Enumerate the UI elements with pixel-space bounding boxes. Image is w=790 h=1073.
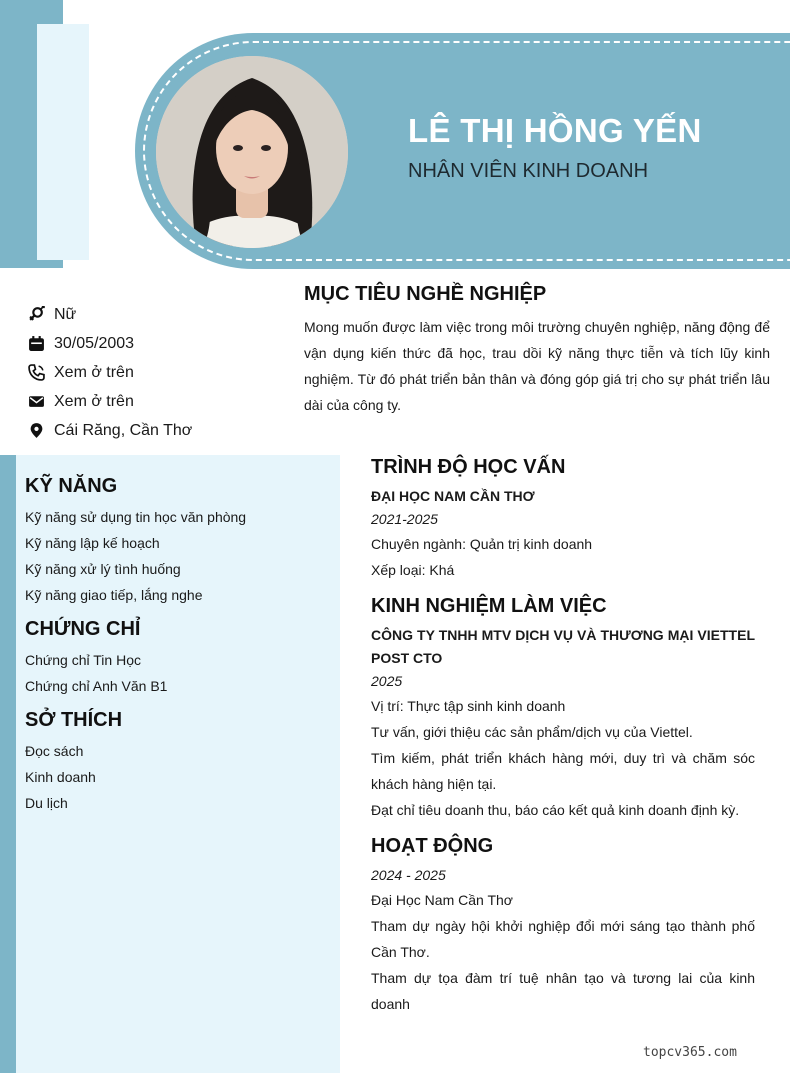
section-title: KINH NGHIỆM LÀM VIỆC xyxy=(371,595,607,617)
contact-email xyxy=(28,387,278,416)
contact-birthday xyxy=(28,329,278,358)
experience-period: 2025 xyxy=(371,673,403,689)
location-pin-icon xyxy=(28,422,54,439)
contact-gender xyxy=(28,300,278,329)
contact-info xyxy=(28,300,278,445)
company-name: CÔNG TY TNHH MTV DỊCH VỤ VÀ THƯƠNG MẠI VIETTEL POST CTO xyxy=(371,627,755,666)
candidate-name: LÊ THỊ HỒNG YẾN xyxy=(408,112,702,149)
main-content xyxy=(371,456,755,1029)
contact-text: Xem ở trên xyxy=(54,392,134,410)
school-name: ĐẠI HỌC NAM CẦN THƠ xyxy=(371,488,535,504)
watermark: topcv365.com xyxy=(643,1045,737,1060)
sidebar-accent-bar xyxy=(0,455,16,1073)
objective-text: Mong muốn được làm việc trong môi trường chuyên nghiệp, năng động để vận dụng kiến thức đã học, trau dồi kỹ năng thực tiễn và tích lũy kinh nghiệm. Từ đó phát triển bản thân và đóng góp giá trị cho sự phát triển lâu dài của công ty. xyxy=(304,319,770,413)
experience-line: Đạt chỉ tiêu doanh thu, báo cáo kết quả kinh doanh định kỳ. xyxy=(371,802,740,818)
hobby-item: Đọc sách xyxy=(25,743,84,759)
hobbies-section xyxy=(25,709,325,816)
activity-line: Đại Học Nam Cần Thơ xyxy=(371,892,513,908)
contact-text: Cái Răng, Cần Thơ xyxy=(54,421,193,439)
activity-line: Tham dự ngày hội khởi nghiệp đổi mới sáng tạo thành phố Cần Thơ. xyxy=(371,918,755,960)
section-title: SỞ THÍCH xyxy=(25,709,123,731)
activity-period: 2024 - 2025 xyxy=(371,867,446,883)
avatar xyxy=(156,56,348,248)
phone-icon xyxy=(28,364,54,381)
skills-section xyxy=(25,475,325,608)
skill-item: Kỹ năng sử dụng tin học văn phòng xyxy=(25,509,247,525)
skill-item: Kỹ năng xử lý tình huống xyxy=(25,561,181,577)
skill-item: Kỹ năng giao tiếp, lắng nghe xyxy=(25,587,203,603)
hobby-item: Du lịch xyxy=(25,795,68,811)
certificate-item: Chứng chỉ Tin Học xyxy=(25,652,141,668)
certificate-item: Chứng chỉ Anh Văn B1 xyxy=(25,678,168,694)
activities-section xyxy=(371,835,755,1017)
education-section xyxy=(371,456,755,583)
section-title: TRÌNH ĐỘ HỌC VẤN xyxy=(371,456,566,478)
education-period: 2021-2025 xyxy=(371,511,438,527)
experience-line: Vị trí: Thực tập sinh kinh doanh xyxy=(371,698,566,714)
email-icon xyxy=(28,393,54,410)
job-title: NHÂN VIÊN KINH DOANH xyxy=(408,160,649,182)
header-left-panel xyxy=(37,24,89,260)
contact-address xyxy=(28,416,278,445)
calendar-icon xyxy=(28,335,54,352)
contact-text: 30/05/2003 xyxy=(54,334,135,352)
experience-section xyxy=(371,595,755,823)
career-objective xyxy=(304,283,770,418)
section-title: CHỨNG CHỈ xyxy=(25,618,141,640)
certificates-section xyxy=(25,618,325,699)
contact-text: Xem ở trên xyxy=(54,363,134,381)
gender-icon xyxy=(28,306,54,323)
contact-text: Nữ xyxy=(54,305,77,323)
profile-photo xyxy=(156,56,348,248)
hobby-item: Kinh doanh xyxy=(25,769,96,785)
section-title: HOẠT ĐỘNG xyxy=(371,835,494,857)
sidebar-content xyxy=(25,475,325,826)
experience-line: Tư vấn, giới thiệu các sản phẩm/dịch vụ của Viettel. xyxy=(371,724,693,740)
education-line: Xếp loại: Khá xyxy=(371,562,455,578)
experience-line: Tìm kiếm, phát triển khách hàng mới, duy trì và chăm sóc khách hàng hiện tại. xyxy=(371,750,755,792)
skill-item: Kỹ năng lập kế hoạch xyxy=(25,535,160,551)
activity-line: Tham dự tọa đàm trí tuệ nhân tạo và tương lai của kinh doanh xyxy=(371,970,755,1012)
section-title: KỸ NĂNG xyxy=(25,475,118,497)
contact-phone xyxy=(28,358,278,387)
section-title: MỤC TIÊU NGHỀ NGHIỆP xyxy=(304,283,547,305)
education-line: Chuyên ngành: Quản trị kinh doanh xyxy=(371,536,593,552)
